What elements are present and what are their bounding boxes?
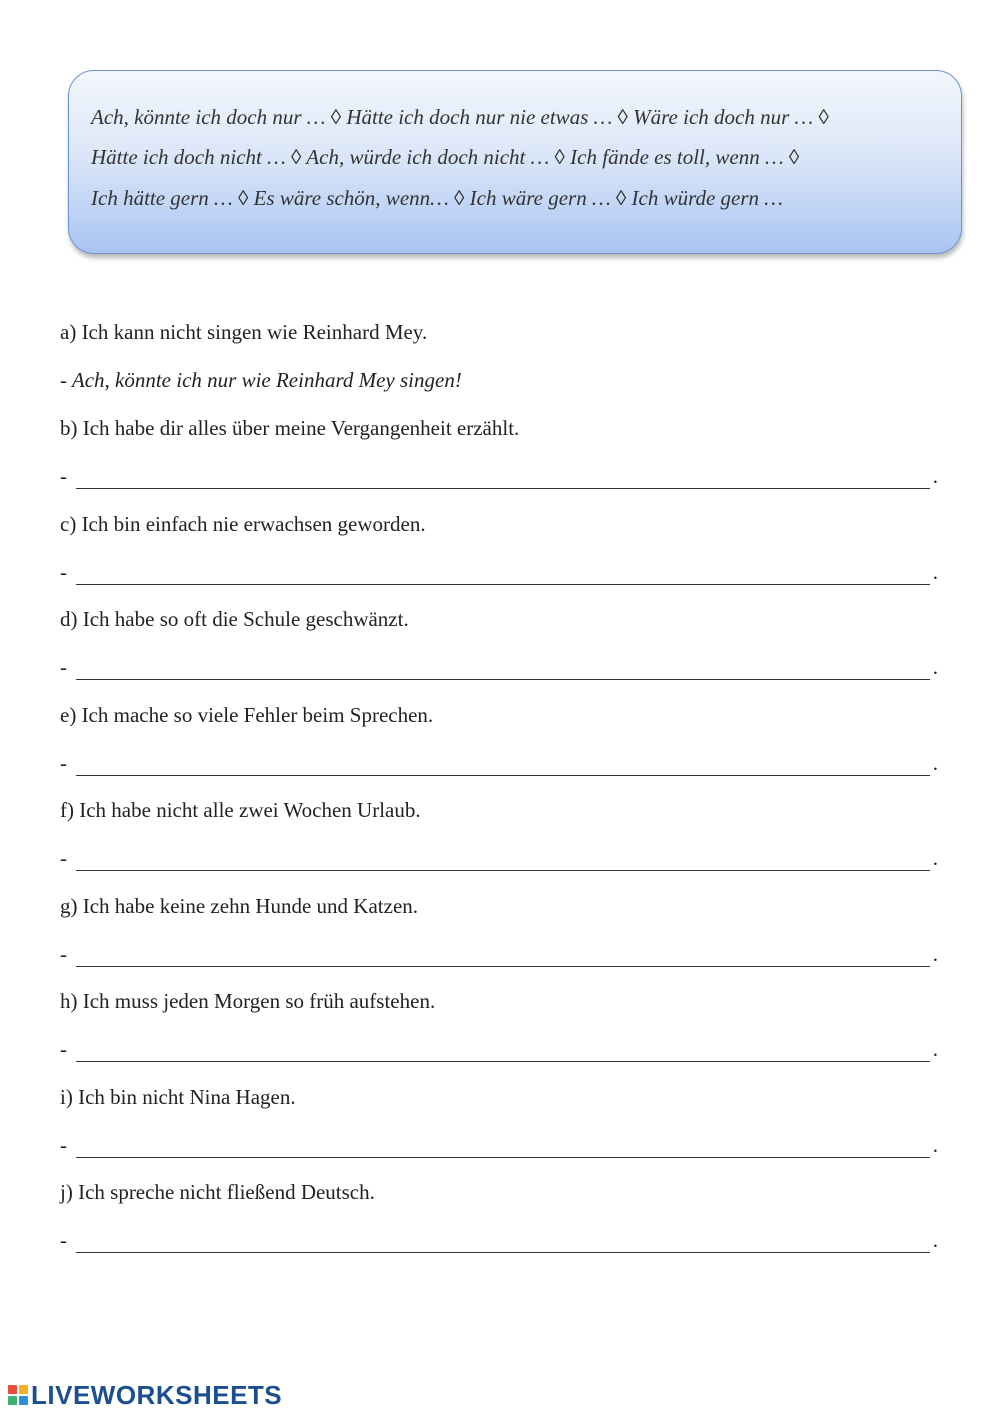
answer-dash: - xyxy=(60,751,67,775)
answer-input[interactable] xyxy=(76,562,930,585)
answer-period: . xyxy=(932,655,938,679)
logo-text: LIVEWORKSHEETS xyxy=(31,1379,283,1410)
answer-period: . xyxy=(932,464,938,488)
answer-line xyxy=(60,562,940,586)
answer-input[interactable] xyxy=(76,1039,930,1062)
exercise-prompt: i) Ich bin nicht Nina Hagen. xyxy=(60,1085,296,1109)
exercise-prompt: e) Ich mache so viele Fehler beim Sprechen. xyxy=(60,703,434,727)
answer-period: . xyxy=(932,1133,938,1157)
answer-dash: - xyxy=(60,560,67,584)
answer-line xyxy=(60,753,940,777)
answer-dash: - xyxy=(60,846,67,870)
answer-input[interactable] xyxy=(76,466,930,489)
phrase-box xyxy=(68,70,962,254)
answer-input[interactable] xyxy=(76,944,930,967)
answer-dash: - xyxy=(60,942,67,966)
answer-line xyxy=(60,1135,940,1159)
exercise-prompt: c) Ich bin einfach nie erwachsen geworden. xyxy=(60,512,426,536)
answer-dash: - xyxy=(60,464,67,488)
logo-icon xyxy=(8,1385,28,1405)
exercise-prompt: b) Ich habe dir alles über meine Vergangenheit erzählt. xyxy=(60,416,520,440)
answer-dash: - xyxy=(60,655,67,679)
logo-square xyxy=(19,1385,28,1394)
answer-dash: - xyxy=(60,1037,67,1061)
exercise-prompt: h) Ich muss jeden Morgen so früh aufstehen. xyxy=(60,989,436,1013)
answer-input[interactable] xyxy=(76,1230,930,1253)
answer-dash: - xyxy=(60,1228,67,1252)
logo-square xyxy=(8,1385,17,1394)
phrase-line: Ich hätte gern … ◊ Es wäre schön, wenn… ◊ Ich wäre gern … ◊ Ich würde gern … xyxy=(91,186,783,210)
answer-period: . xyxy=(932,1037,938,1061)
answer-line xyxy=(60,657,940,681)
liveworksheets-logo xyxy=(8,1380,282,1410)
exercise-prompt: g) Ich habe keine zehn Hunde und Katzen. xyxy=(60,894,419,918)
answer-input[interactable] xyxy=(76,753,930,776)
answer-input[interactable] xyxy=(76,1135,930,1158)
example-prompt: a) Ich kann nicht singen wie Reinhard Mey. xyxy=(60,320,428,344)
answer-period: . xyxy=(932,846,938,870)
answer-input[interactable] xyxy=(76,657,930,680)
exercise-prompt: d) Ich habe so oft die Schule geschwänzt. xyxy=(60,607,409,631)
example-answer: - Ach, könnte ich nur wie Reinhard Mey singen! xyxy=(60,368,462,392)
exercise-prompt: j) Ich spreche nicht fließend Deutsch. xyxy=(60,1180,375,1204)
answer-line xyxy=(60,1230,940,1254)
phrase-line: Ach, könnte ich doch nur … ◊ Hätte ich doch nur nie etwas … ◊ Wäre ich doch nur … ◊ xyxy=(91,105,829,129)
answer-period: . xyxy=(932,751,938,775)
logo-square xyxy=(8,1396,17,1405)
phrase-line: Hätte ich doch nicht … ◊ Ach, würde ich doch nicht … ◊ Ich fände es toll, wenn … ◊ xyxy=(91,145,800,169)
answer-line xyxy=(60,1039,940,1063)
answer-line xyxy=(60,848,940,872)
exercise-prompt: f) Ich habe nicht alle zwei Wochen Urlaub. xyxy=(60,798,421,822)
answer-input[interactable] xyxy=(76,848,930,871)
answer-period: . xyxy=(932,942,938,966)
answer-dash: - xyxy=(60,1133,67,1157)
answer-period: . xyxy=(932,1228,938,1252)
answer-period: . xyxy=(932,560,938,584)
answer-line xyxy=(60,466,940,490)
logo-square xyxy=(19,1396,28,1405)
answer-line xyxy=(60,944,940,968)
